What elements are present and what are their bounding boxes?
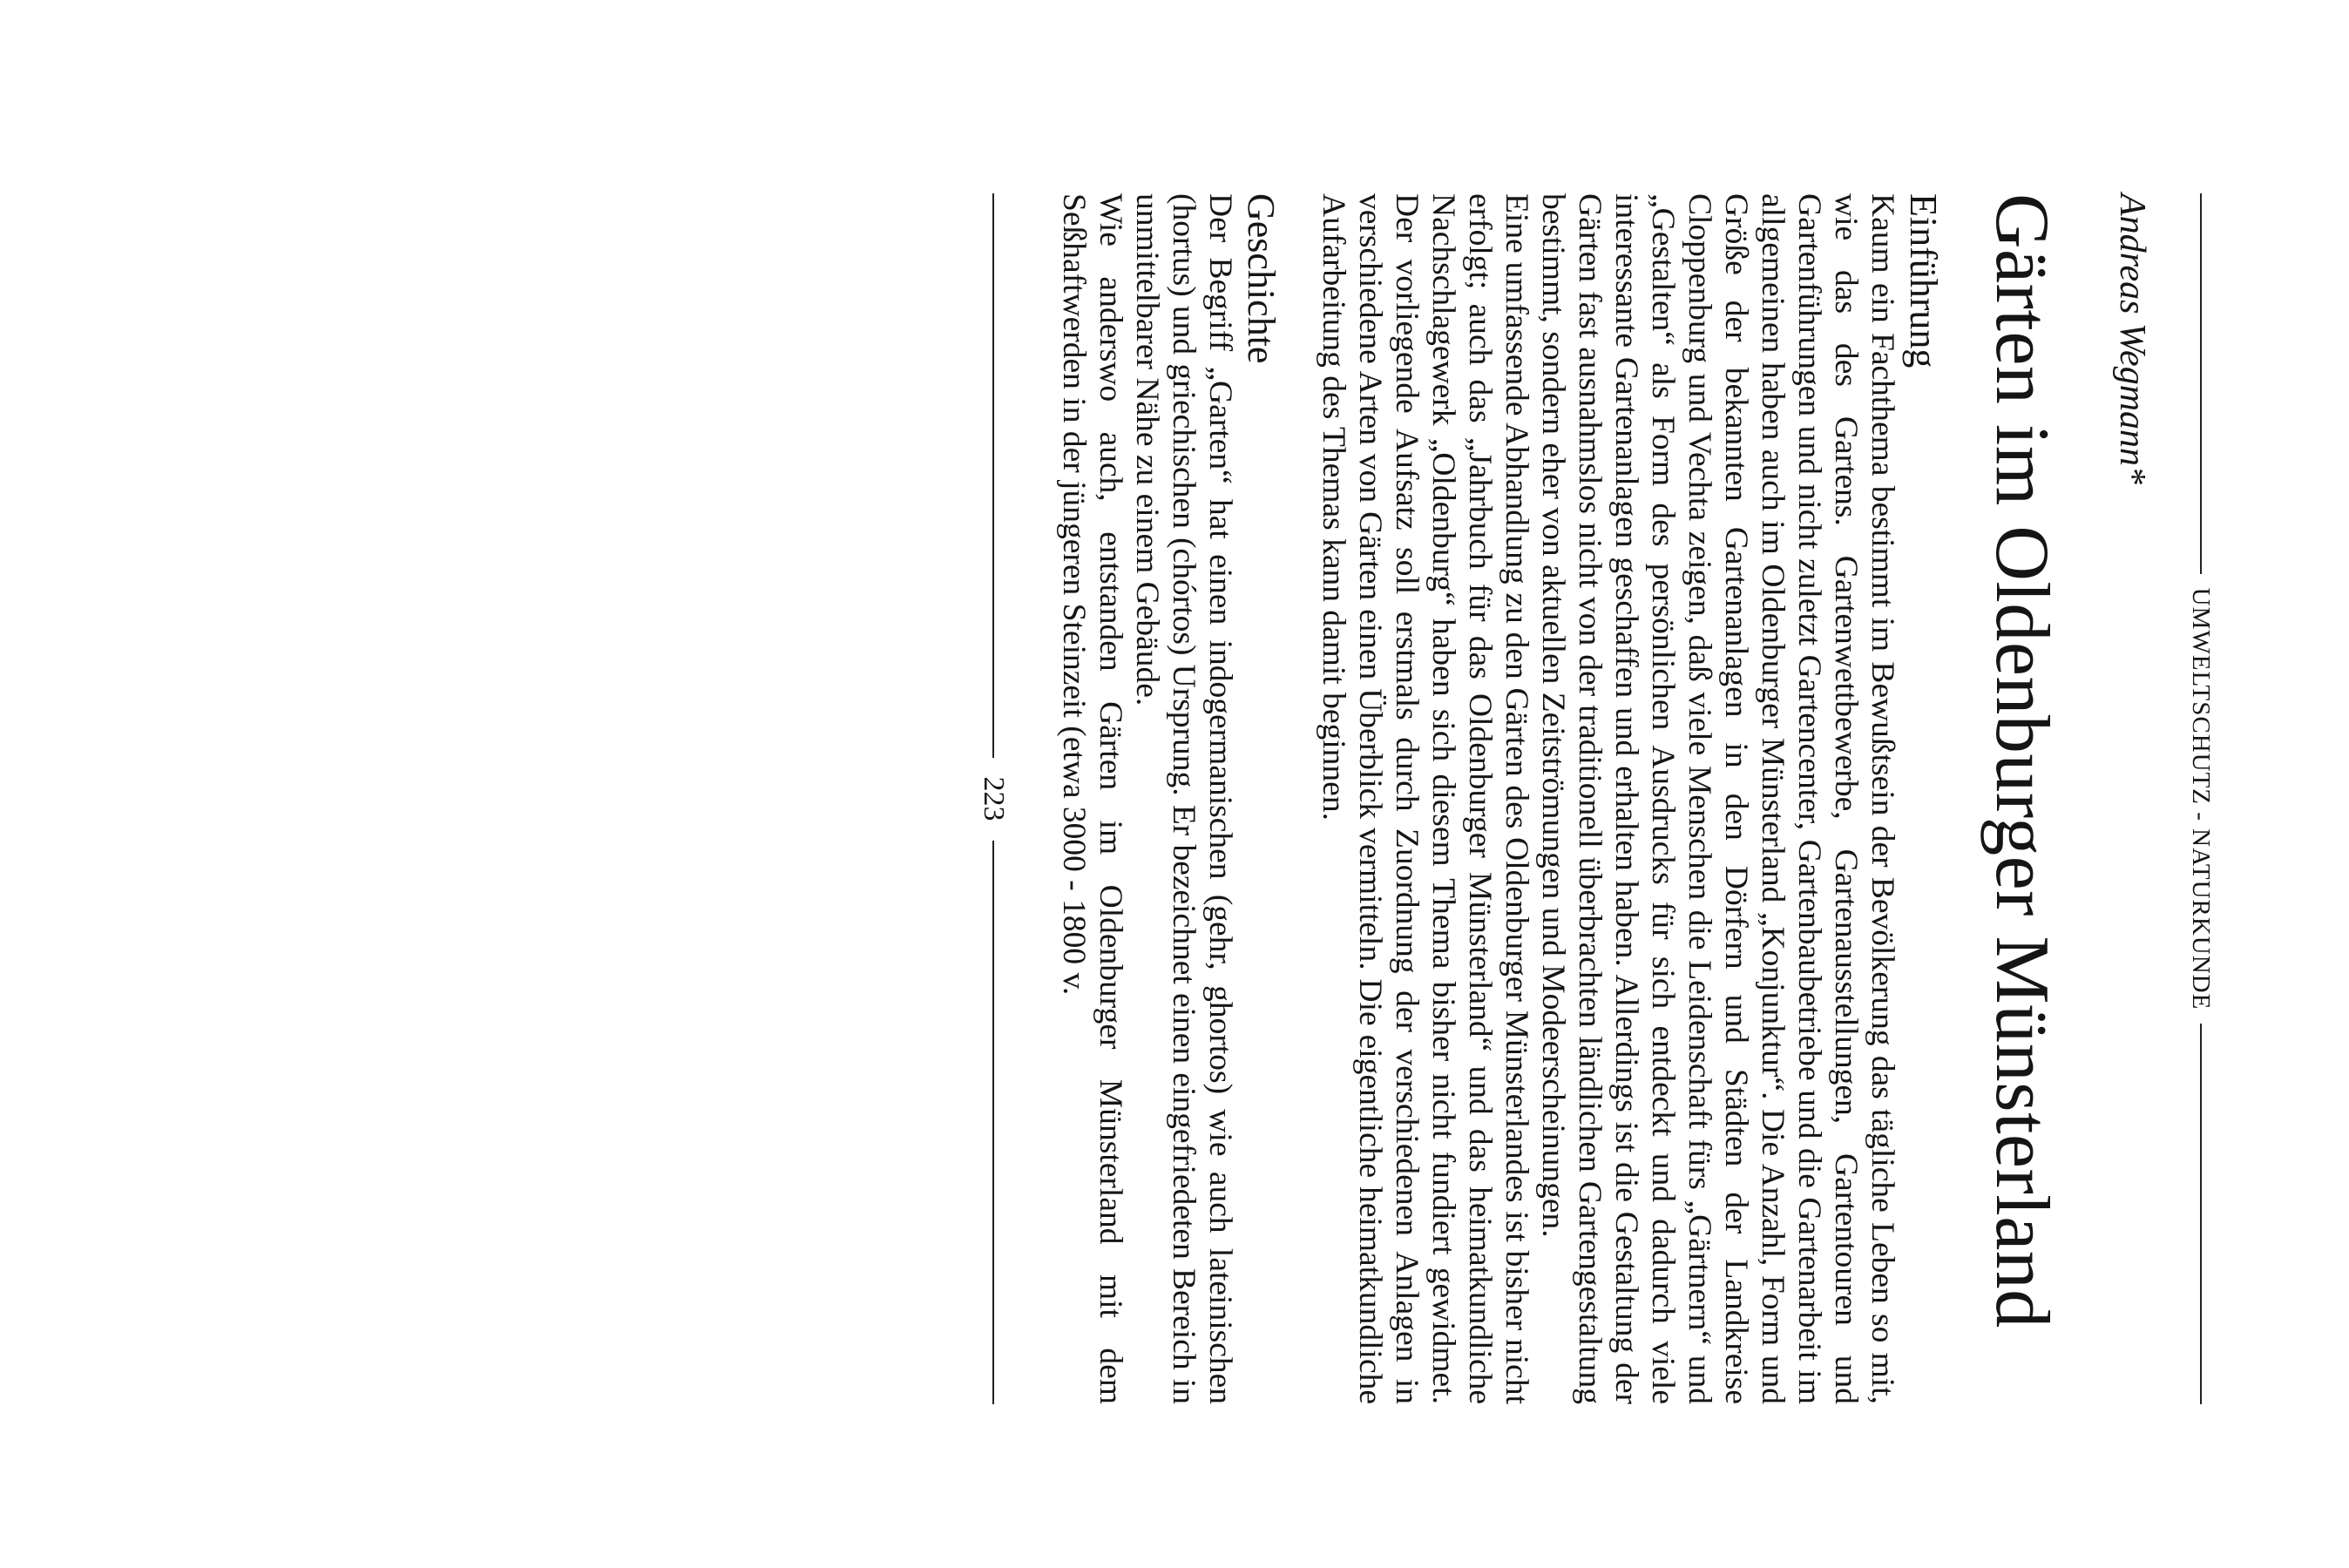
page-number: 223 bbox=[978, 776, 1010, 821]
section-heading: Geschichte bbox=[1240, 193, 1283, 364]
paragraph: Der Begriff „Garten“ hat einen indogermanischen (gehr, ghortos) wie auch lateinischen (hortus) und griechischen (chórtos) Ursprung. Er bezeichnet einen eingefriedeten Bereich in unmittelbarer Nähe zu einem Gebäude. bbox=[1129, 193, 1238, 1404]
article-title: Gärten im Oldenburger Münsterland bbox=[1980, 193, 2064, 1328]
footer-rule-left bbox=[992, 193, 994, 758]
section-heading: Einführung bbox=[1902, 193, 1945, 368]
header-rule-right bbox=[2200, 1024, 2202, 1404]
footer-rule-right bbox=[992, 841, 994, 1405]
paragraph: Eine umfassende Abhandlung zu den Gärten des Oldenburger Münsterlandes ist bisher nicht erfolgt; auch das „Jahrbuch für das Oldenburger Münsterland“ und das heimatkundliche Nachschlagewerk „Oldenburg“ haben sich diesem Thema bisher nicht fundiert gewidmet. Der vorliegende Aufsatz soll erstmals durch Zuordnung der verschiedenen Anlagen in verschiedene Arten von Gärten einen Überblick vermitteln. Die eigentliche heimatkundliche Aufarbeitung des Themas kann damit beginnen. bbox=[1316, 193, 1534, 1404]
running-head-label: UMWELTSCHUTZ - NATURKUNDE bbox=[2187, 587, 2216, 1010]
section-einfuehrung bbox=[1315, 193, 1944, 1404]
running-head bbox=[2183, 193, 2218, 1404]
author-name: Andreas Wegmann* bbox=[2112, 193, 2152, 485]
header-rule-left bbox=[2200, 193, 2202, 574]
paragraph: Kaum ein Fachthema bestimmt im Bewußtsein der Bevölkerung das tägliche Leben so mit, wie das des Gartens. Gartenwettbewerbe, Gartenausstellungen, Gartentouren und Gartenführungen und nicht zuletzt Gartencenter, Gartenbaubetriebe und die Gartenarbeit im allgemeinen haben auch im Oldenburger Münsterland „Konjunktur“. Die Anzahl, Form und Größe der bekannten Gartenanlagen in den Dörfern und Städten der Landkreise Cloppenburg und Vechta zeigen, daß viele Menschen die Leidenschaft fürs „Gärtnern“ und „Gestalten“ als Form des persönlichen Ausdrucks für sich entdeckt und dadurch viele interessante Gartenanlagen geschaffen und erhalten haben. Allerdings ist die Gestaltung der Gärten fast ausnahmslos nicht von der traditionell überbrachten ländlichen Gartengestaltung bestimmt, sondern eher von aktuellen Zeitströmungen und Modeerscheinungen. bbox=[1535, 193, 1900, 1404]
paragraph: Wie anderswo auch, entstanden Gärten im Oldenburger Münsterland mit dem Seßhaftwerden in der jüngeren Steinzeit (etwa 3000 - 1800 v. bbox=[1056, 193, 1128, 1404]
section-geschichte bbox=[1055, 193, 1282, 1404]
page-footer bbox=[976, 193, 1011, 1404]
